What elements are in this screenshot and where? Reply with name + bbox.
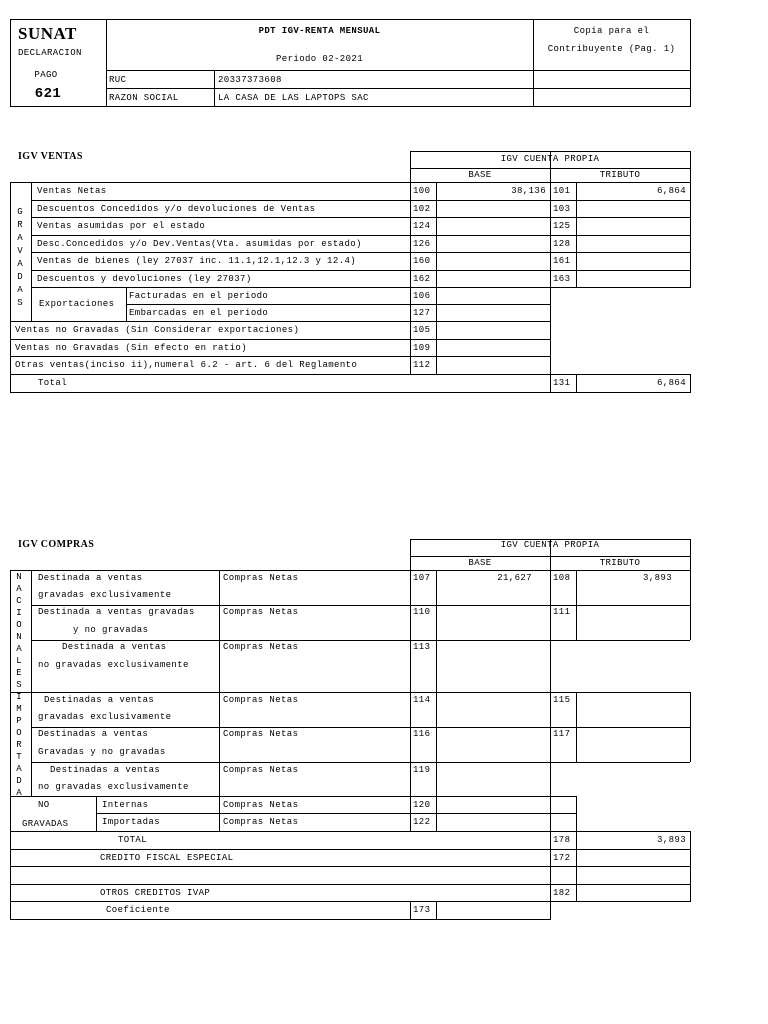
declaracion-label: DECLARACION xyxy=(18,48,82,58)
compras-108-tributo: 3,893 xyxy=(642,573,672,583)
pago-label: PAGO xyxy=(34,70,58,80)
exportaciones-label: Exportaciones xyxy=(39,299,115,309)
compras-base-header: BASE xyxy=(468,558,492,568)
compras-section-title: IGV COMPRAS xyxy=(18,539,95,550)
razon-social-label: RAZON SOCIAL xyxy=(109,93,179,103)
periodo-label: Periodo 02-2021 xyxy=(275,54,363,64)
copy-label-line2: Contribuyente (Pag. 1) xyxy=(547,44,676,54)
form-number: 621 xyxy=(34,86,62,102)
ventas-total-value: 6,864 xyxy=(656,378,686,388)
page-title: PDT IGV-RENTA MENSUAL xyxy=(258,26,381,36)
compras-107-base: 21,627 xyxy=(497,573,532,583)
ventas-netas-tributo: 6,864 xyxy=(656,186,686,196)
no-gravadas-label: GRAVADAS xyxy=(22,819,69,829)
sunat-logo-text: SUNAT xyxy=(18,24,77,43)
ventas-netas-base: 38,136 xyxy=(511,186,546,196)
ventas-section-title: IGV VENTAS xyxy=(18,151,83,162)
copy-label-line1: Copia para el xyxy=(573,26,650,36)
razon-social-value: LA CASA DE LAS LAPTOPS SAC xyxy=(218,93,369,103)
compras-total-value: 3,893 xyxy=(656,835,686,845)
ventas-base-header: BASE xyxy=(468,170,492,180)
ruc-label: RUC xyxy=(109,75,127,85)
no-gravadas-label-no: NO xyxy=(38,800,50,810)
ventas-cuenta-propia-header: IGV CUENTA PROPIA xyxy=(500,154,600,164)
ruc-value: 20337373608 xyxy=(218,75,282,85)
compras-tributo-header: TRIBUTO xyxy=(599,558,641,568)
ventas-tributo-header: TRIBUTO xyxy=(599,170,641,180)
compras-cuenta-propia-header: IGV CUENTA PROPIA xyxy=(500,540,600,550)
